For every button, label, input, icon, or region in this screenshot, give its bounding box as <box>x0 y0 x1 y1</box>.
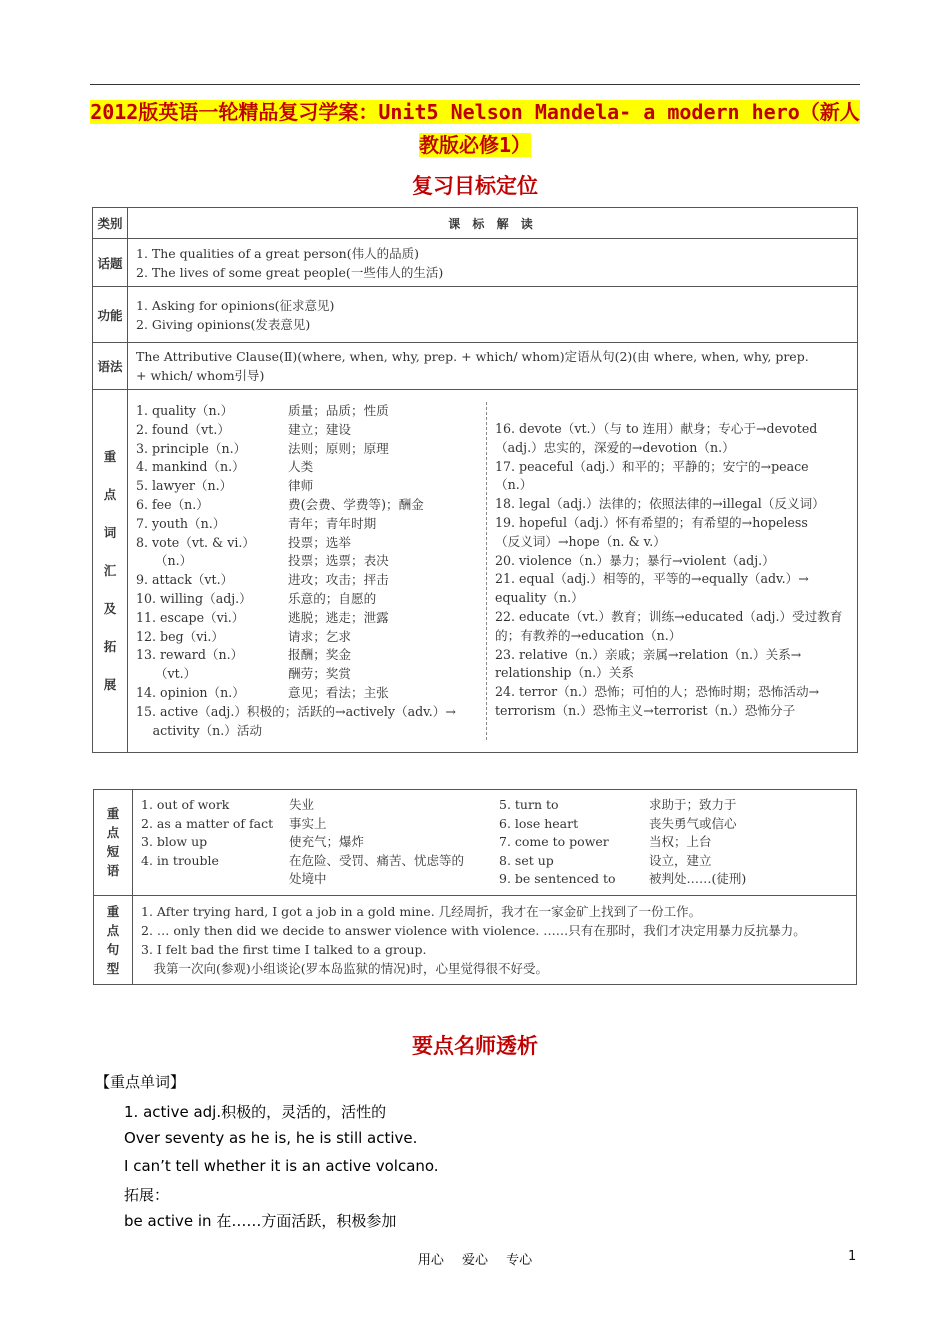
vocab-meaning: 费(会费、学费等)；酬金 <box>288 496 424 512</box>
curriculum-table <box>92 207 858 753</box>
phrase-item <box>499 870 850 889</box>
vocab-meaning: 人类 <box>288 459 314 475</box>
vocab-word: 5. lawyer（n.） <box>136 478 233 494</box>
vocab-item <box>136 402 486 421</box>
phrase-meaning: 失业 <box>289 797 315 812</box>
section-heading-goals: 复习目标定位 <box>412 174 538 198</box>
vocab-item <box>136 722 486 741</box>
vocab-word: （n.） <box>136 553 193 569</box>
vocab-item: 16. devote（vt.）（与 to 连用）献身；专心于→devoted <box>495 421 818 436</box>
vocab-item <box>136 496 486 515</box>
key-line: 1. active adj.积极的，灵活的，活性的 <box>124 1103 387 1121</box>
header-category: 类别 <box>93 208 128 239</box>
title-line-1: 2012版英语一轮精品复习学案：Unit5 Nelson Mandela- a modern hero（新人 <box>90 100 860 124</box>
vocab-meaning: 乐意的；自愿的 <box>288 590 377 606</box>
phrase-item <box>499 796 850 815</box>
vocab-item <box>136 477 486 496</box>
key-line: 拓展： <box>124 1186 170 1204</box>
vocab-item: 17. peaceful（adj.）和平的；平静的；安宁的→peace <box>495 458 809 474</box>
vocab-item <box>136 665 486 684</box>
vocab-item: 的；有教养的→education（n.） <box>495 627 682 643</box>
vocab-item: 21. equal（adj.）相等的，平等的→equally（adv.）→ <box>495 571 809 587</box>
row-line: 1. The qualities of a great person(伟人的品质) <box>136 245 419 261</box>
key-line: be active in 在……方面活跃，积极参加 <box>124 1212 397 1230</box>
vocab-cat-char: 点 <box>103 487 117 503</box>
vocab-meaning: 投票；选票；表决 <box>288 553 389 569</box>
vocab-word: 11. escape（vi.） <box>136 609 245 625</box>
vocab-meaning <box>456 703 486 722</box>
phrases-left-column <box>141 796 499 889</box>
vocab-item: （adj.）忠实的，深爱的→devotion（n.） <box>495 439 735 455</box>
sentence-line: 我第一次向(参观)小组谈论(罗本岛监狱的情况)时，心里觉得很不好受。 <box>141 960 549 976</box>
vocab-item: equality（n.） <box>495 590 584 606</box>
vocab-item <box>136 684 486 703</box>
vocab-item: （反义词）→hope（n. & v.） <box>495 533 666 549</box>
vocab-word: 9. attack（vt.） <box>136 572 234 588</box>
vocab-word: 2. found（vt.） <box>136 421 230 437</box>
vocab-meaning: 酬劳；奖赏 <box>288 666 351 682</box>
key-words-label: 【重点单词】 <box>95 1073 186 1091</box>
phrase-meaning: 事实上 <box>289 815 327 831</box>
vocab-item <box>136 515 486 534</box>
sentence-cat-char: 点 <box>106 922 120 938</box>
phrases-right-column <box>499 796 850 889</box>
vocab-word: 10. willing（adj.） <box>136 590 252 606</box>
vocab-item <box>136 609 486 628</box>
phrase-word: 8. set up <box>499 852 554 868</box>
vocab-word: 6. fee（n.） <box>136 496 209 512</box>
row-line: 2. Giving opinions(发表意见) <box>136 316 311 332</box>
vocab-item <box>136 646 486 665</box>
vocab-item <box>136 458 486 477</box>
vocab-left-column <box>136 402 486 740</box>
phrase-meaning: 使充气；爆炸 <box>289 834 365 850</box>
vocab-word: 1. quality（n.） <box>136 403 234 418</box>
page-footer: 用心 爱心 专心 <box>417 1253 533 1268</box>
vocab-word: 3. principle（n.） <box>136 440 247 456</box>
phrase-cat-char: 短 <box>106 844 120 860</box>
phrase-category <box>94 790 133 896</box>
vocab-item: terrorism（n.）恐怖主义→terrorist（n.）恐怖分子 <box>495 702 796 718</box>
phrases-sentences-table <box>93 789 857 985</box>
vocab-meaning: 青年；青年时期 <box>288 515 377 531</box>
vocab-item <box>136 421 486 440</box>
vocab-item: relationship（n.）关系 <box>495 665 634 681</box>
vocab-item <box>136 552 486 571</box>
phrase-item <box>141 870 499 889</box>
vocab-meaning: 请求；乞求 <box>288 628 351 644</box>
key-line: I can’t tell whether it is an active volcano. <box>124 1157 439 1175</box>
phrase-item <box>141 852 499 871</box>
vocab-word: activity（n.）活动 <box>136 722 263 738</box>
phrase-word <box>141 870 289 889</box>
vocab-meaning <box>262 722 486 741</box>
vocab-item: 20. violence（n.）暴力；暴行→violent（adj.） <box>495 552 775 568</box>
vocab-item <box>136 571 486 590</box>
phrase-word: 2. as a matter of fact <box>141 815 274 831</box>
header-title: 课 标 解 读 <box>128 208 858 239</box>
title-line-2: 教版必修1） <box>418 133 532 157</box>
vocab-meaning: 逃脱；逃走；泄露 <box>288 609 389 625</box>
vocab-cat-char: 拓 <box>103 639 117 655</box>
row-content <box>128 343 858 390</box>
vocab-word: 4. mankind（n.） <box>136 459 245 475</box>
vocab-item: 18. legal（adj.）法律的；依照法律的→illegal（反义词） <box>495 496 825 512</box>
phrase-meaning: 丧失勇气或信心 <box>649 815 737 831</box>
phrase-word: 7. come to power <box>499 834 609 850</box>
phrase-word: 3. blow up <box>141 834 208 850</box>
phrase-meaning: 在危险、受罚、痛苦、忧虑等的 <box>289 852 465 868</box>
vocab-word: 12. beg（vi.） <box>136 628 224 644</box>
sentence-cat-char: 句 <box>106 941 120 957</box>
vocab-cat-char: 汇 <box>103 563 117 579</box>
key-line: Over seventy as he is, he is still active. <box>124 1129 418 1147</box>
sentence-line: 1. After trying hard, I got a job in a gold mine. 几经周折，我才在一家金矿上找到了一份工作。 <box>141 903 702 919</box>
vocab-cat-char: 词 <box>103 525 117 541</box>
vocab-meaning: 建立；建设 <box>288 421 351 437</box>
vocab-item: 19. hopeful（adj.）怀有希望的；有希望的→hopeless <box>495 514 808 530</box>
sentence-cat-char: 重 <box>106 903 120 919</box>
phrase-word: 5. turn to <box>499 797 559 812</box>
phrase-item <box>141 796 499 815</box>
vocab-cat-char: 及 <box>103 601 117 617</box>
phrase-meaning: 设立，建立 <box>649 852 712 868</box>
vocab-content <box>128 390 858 753</box>
vocab-item <box>136 590 486 609</box>
phrase-cat-char: 重 <box>106 806 120 822</box>
sentence-line: 3. I felt bad the first time I talked to a group. <box>141 941 427 957</box>
vocab-item <box>136 628 486 647</box>
vocab-meaning: 法则；原则；原理 <box>288 440 389 456</box>
phrase-meaning: 当权；上台 <box>649 834 712 850</box>
vocab-word: 15. active（adj.）积极的；活跃的→actively（adv.）→ <box>136 703 456 719</box>
phrase-word: 4. in trouble <box>141 852 219 868</box>
phrase-word: 9. be sentenced to <box>499 871 616 887</box>
sentence-line: 2. … only then did we decide to answer violence with violence. ……只有在那时，我们才决定用暴力反抗暴力。 <box>141 922 806 938</box>
row-line: 2. The lives of some great people(一些伟人的生活) <box>136 264 444 280</box>
phrase-word: 6. lose heart <box>499 815 579 831</box>
phrase-word: 1. out of work <box>141 797 230 812</box>
vocab-item <box>136 534 486 553</box>
vocab-item <box>136 440 486 459</box>
row-line: 1. Asking for opinions(征求意见) <box>136 297 335 313</box>
vocab-cat-char: 展 <box>103 677 117 693</box>
phrase-item <box>499 852 850 871</box>
row-category: 语法 <box>93 343 128 390</box>
vocab-meaning: 投票；选举 <box>288 534 351 550</box>
vocab-word: 14. opinion（n.） <box>136 684 245 700</box>
vocab-cat-char: 重 <box>103 449 117 465</box>
header-rule <box>90 84 860 85</box>
phrase-item <box>499 815 850 834</box>
vocab-meaning: 意见；看法；主张 <box>288 684 389 700</box>
sentence-category <box>94 895 133 984</box>
phrase-cat-char: 点 <box>106 825 120 841</box>
row-line: + which/ whom引导) <box>136 368 265 383</box>
section-heading-analysis: 要点名师透析 <box>412 1034 538 1058</box>
sentence-content <box>133 895 857 984</box>
vocab-word: 8. vote（vt. & vi.） <box>136 534 255 550</box>
vocab-item: 22. educate（vt.）教育；训练→educated（adj.）受过教育 <box>495 608 843 624</box>
phrase-meaning: 处境中 <box>289 871 327 887</box>
vocab-right-column <box>486 402 851 740</box>
phrase-item <box>499 833 850 852</box>
vocab-item: 24. terror（n.）恐怖；可怕的人；恐怖时期；恐怖活动→ <box>495 684 820 700</box>
phrase-meaning: 被判处……(徒刑) <box>649 871 747 887</box>
row-category: 话题 <box>93 239 128 287</box>
vocab-item: 23. relative（n.）亲戚；亲属→relation（n.）关系→ <box>495 646 802 662</box>
phrase-item <box>141 815 499 834</box>
phrase-meaning: 求助于；致力于 <box>649 797 737 812</box>
phrase-content <box>133 790 857 896</box>
vocab-item <box>136 703 486 722</box>
page-number: 1 <box>848 1249 857 1264</box>
vocab-word: 7. youth（n.） <box>136 515 226 531</box>
vocab-category <box>93 390 128 753</box>
vocab-word: （vt.） <box>136 666 197 682</box>
vocab-item: （n.） <box>495 477 533 493</box>
phrase-cat-char: 语 <box>106 863 120 879</box>
row-content <box>128 239 858 287</box>
phrase-item <box>141 833 499 852</box>
vocab-meaning: 报酬；奖金 <box>288 647 351 663</box>
row-content <box>128 287 858 343</box>
row-line: The Attributive Clause(Ⅱ)(where, when, why, prep. + which/ whom)定语从句(2)(由 where, when, why, prep. <box>136 349 809 364</box>
vocab-word: 13. reward（n.） <box>136 647 244 663</box>
vocab-meaning: 进攻；攻击；抨击 <box>288 572 389 588</box>
vocab-meaning: 律师 <box>288 478 314 494</box>
sentence-cat-char: 型 <box>106 960 120 976</box>
row-category: 功能 <box>93 287 128 343</box>
vocab-meaning: 质量；品质；性质 <box>288 403 389 418</box>
document-title <box>90 96 860 162</box>
